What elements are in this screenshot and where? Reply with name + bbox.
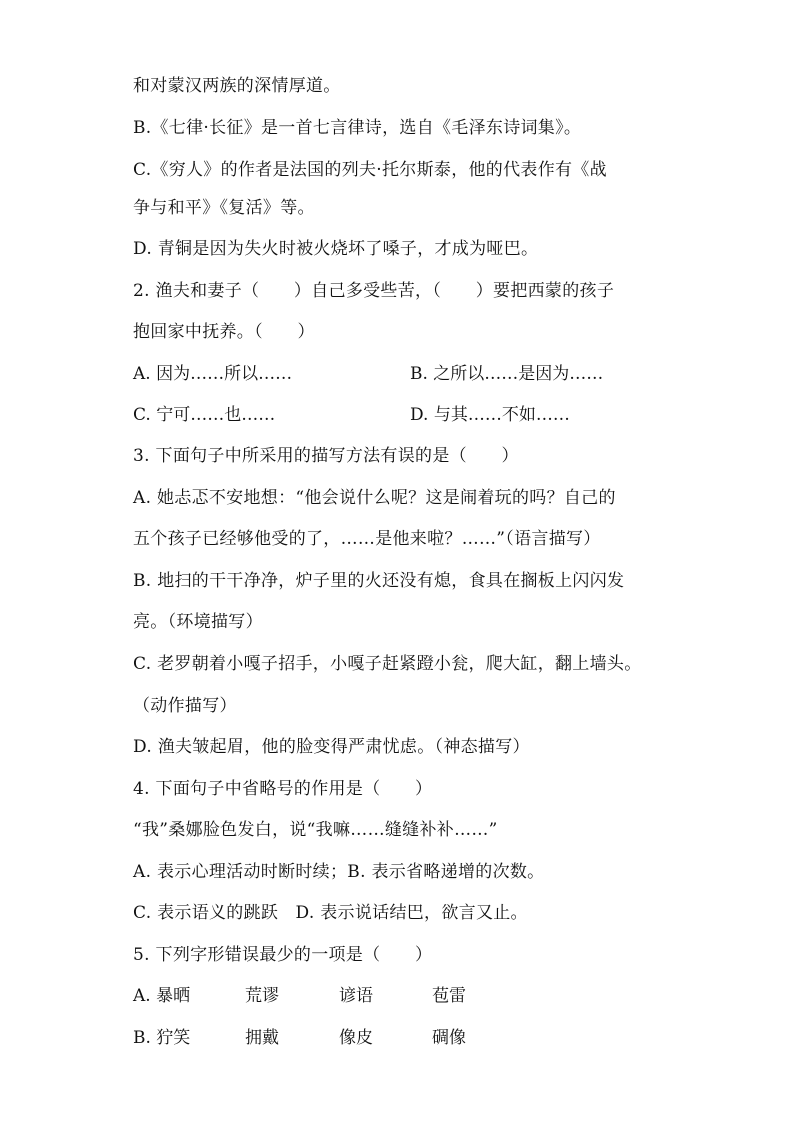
text-line: （动作描写） xyxy=(133,696,237,716)
text-line: 亮。（环境描写） xyxy=(133,612,263,632)
q3-option-c: C. 老罗朝着小嘎子招手，小嘎子赶紧蹬小瓮，爬大缸，翻上墙头。 xyxy=(133,654,642,674)
option-d-line: D. 青铜是因为失火时被火烧坏了嗓子，才成为哑巴。 xyxy=(133,239,539,259)
question-3: 3. 下面句子中所采用的描写方法有误的是（ ） xyxy=(133,446,519,466)
q5-word: 荒谬 xyxy=(245,986,279,1006)
text-line: 五个孩子已经够他受的了，……是他来啦？……”（语言描写） xyxy=(133,529,601,549)
q4-quote: “我”桑娜脸色发白，说“我嘛……缝缝补补……” xyxy=(133,820,498,840)
q4-options-ab: A. 表示心理活动时断时续；B. 表示省略递增的次数。 xyxy=(133,862,545,882)
q2-option-d: D. 与其……不如…… xyxy=(410,405,570,425)
text-line: 和对蒙汉两族的深情厚道。 xyxy=(133,76,341,96)
q5-option-b: B. 狞笑 xyxy=(133,1028,191,1048)
option-b-line: B.《七律·长征》是一首七言律诗，选自《毛泽东诗词集》。 xyxy=(133,118,582,138)
q5-word: 苞雷 xyxy=(432,986,466,1006)
q3-option-a: A. 她忐忑不安地想：“他会说什么呢？这是闹着玩的吗？自己的 xyxy=(133,488,616,508)
question-4: 4. 下面句子中省略号的作用是（ ） xyxy=(133,779,433,799)
question-2: 2. 渔夫和妻子（ ）自己多受些苦，（ ）要把西蒙的孩子 xyxy=(133,281,615,301)
q5-word: 谚语 xyxy=(339,986,373,1006)
q3-option-d: D. 渔夫皱起眉，他的脸变得严肃忧虑。（神态描写） xyxy=(133,737,530,757)
q3-option-b: B. 地扫的干干净净，炉子里的火还没有熄，食具在搁板上闪闪发 xyxy=(133,571,625,591)
q5-option-a: A. 暴晒 xyxy=(133,986,191,1006)
q5-word: 像皮 xyxy=(339,1028,373,1048)
q4-options-cd: C. 表示语义的跳跃 D. 表示说话结巴，欲言又止。 xyxy=(133,903,528,923)
question-2-cont: 抱回家中抚养。（ ） xyxy=(133,322,315,342)
q2-option-b: B. 之所以……是因为…… xyxy=(410,364,604,384)
q2-option-c: C. 宁可……也…… xyxy=(133,405,276,425)
q2-option-a: A. 因为……所以…… xyxy=(133,364,293,384)
question-5: 5. 下列字形错误最少的一项是（ ） xyxy=(133,945,433,965)
text-line: 争与和平》《复活》等。 xyxy=(133,198,315,218)
option-c-line: C.《穷人》的作者是法国的列夫·托尔斯泰，他的代表作有《战 xyxy=(133,160,607,180)
q5-word: 碉像 xyxy=(432,1028,466,1048)
q5-word: 拥戴 xyxy=(245,1028,279,1048)
